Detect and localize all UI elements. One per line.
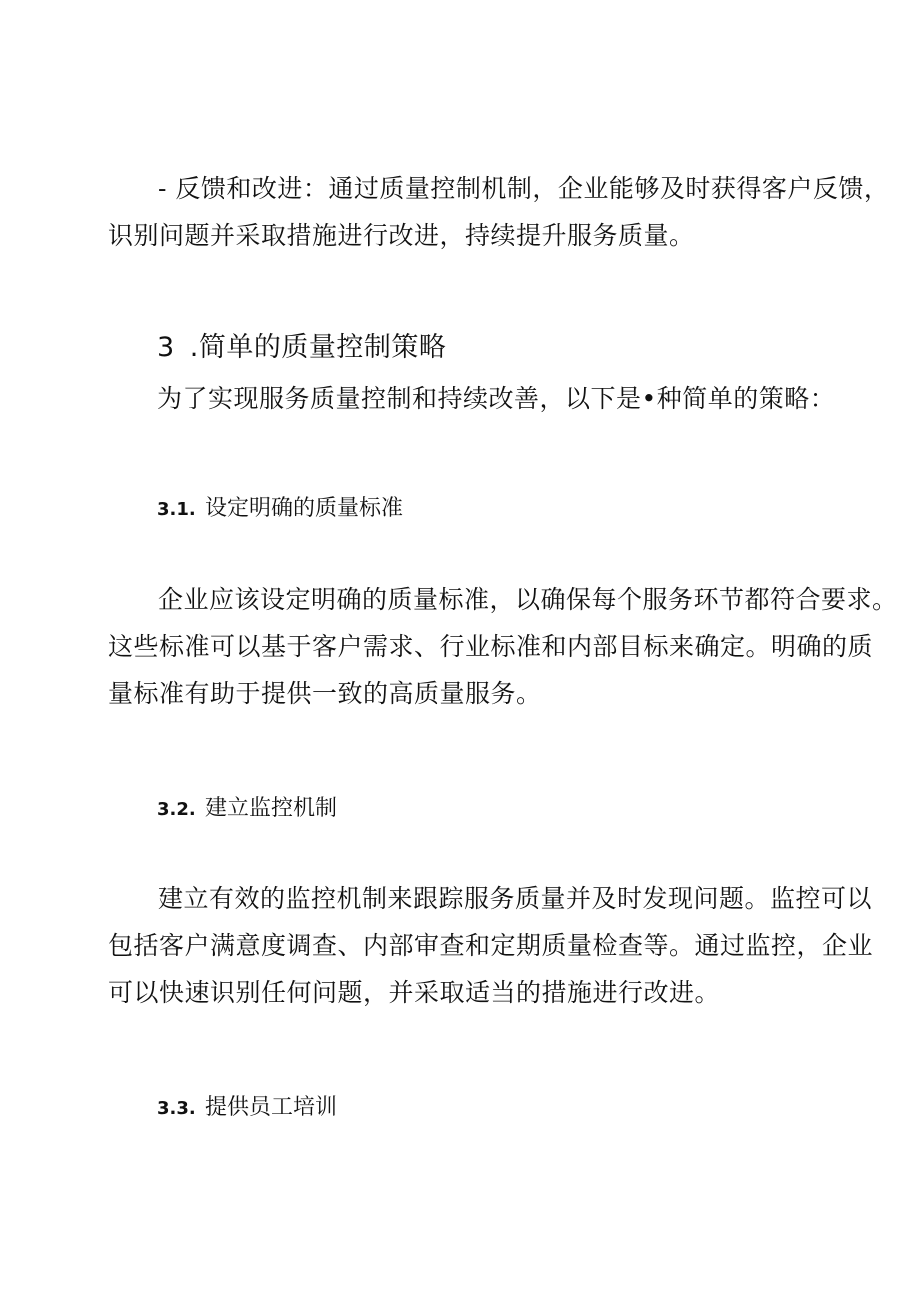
subsection-3-2-title: 建立监控机制 bbox=[205, 796, 338, 821]
section-3-title: .简单的质量控制策略 bbox=[189, 332, 447, 363]
subsection-3-2-line-2: 包括客户满意度调查、内部审查和定期质量检查等。通过监控，企业 bbox=[108, 931, 874, 960]
subsection-3-2-number: 3.2. bbox=[157, 799, 196, 820]
subsection-3-1-heading bbox=[157, 494, 403, 525]
subsection-3-1-line-2: 这些标准可以基于客户需求、行业标准和内部目标来确定。明确的质 bbox=[108, 632, 874, 661]
section-3-heading bbox=[157, 330, 446, 366]
subsection-3-3-heading bbox=[157, 1093, 337, 1124]
subsection-3-2-line-1: 建立有效的监控机制来跟踪服务质量并及时发现问题。监控可以 bbox=[158, 884, 873, 913]
subsection-3-1-line-1: 企业应该设定明确的质量标准，以确保每个服务环节都符合要求。 bbox=[158, 585, 898, 614]
section-3-intro: 为了实现服务质量控制和持续改善，以下是•种简单的策略： bbox=[157, 384, 836, 413]
feedback-line-2: 识别问题并采取措施进行改进，持续提升服务质量。 bbox=[108, 221, 695, 250]
subsection-3-3-number: 3.3. bbox=[157, 1098, 196, 1119]
feedback-line-1: - 反馈和改进：通过质量控制机制，企业能够及时获得客户反馈， bbox=[158, 174, 890, 203]
subsection-3-1-line-3: 量标准有助于提供一致的高质量服务。 bbox=[108, 679, 542, 708]
section-3-number: 3 bbox=[157, 332, 175, 363]
subsection-3-3-title: 提供员工培训 bbox=[205, 1095, 338, 1120]
subsection-3-1-title: 设定明确的质量标准 bbox=[205, 496, 404, 521]
subsection-3-2-line-3: 可以快速识别任何问题，并采取适当的措施进行改进。 bbox=[108, 978, 721, 1007]
subsection-3-2-heading bbox=[157, 794, 337, 825]
subsection-3-1-number: 3.1. bbox=[157, 499, 196, 520]
